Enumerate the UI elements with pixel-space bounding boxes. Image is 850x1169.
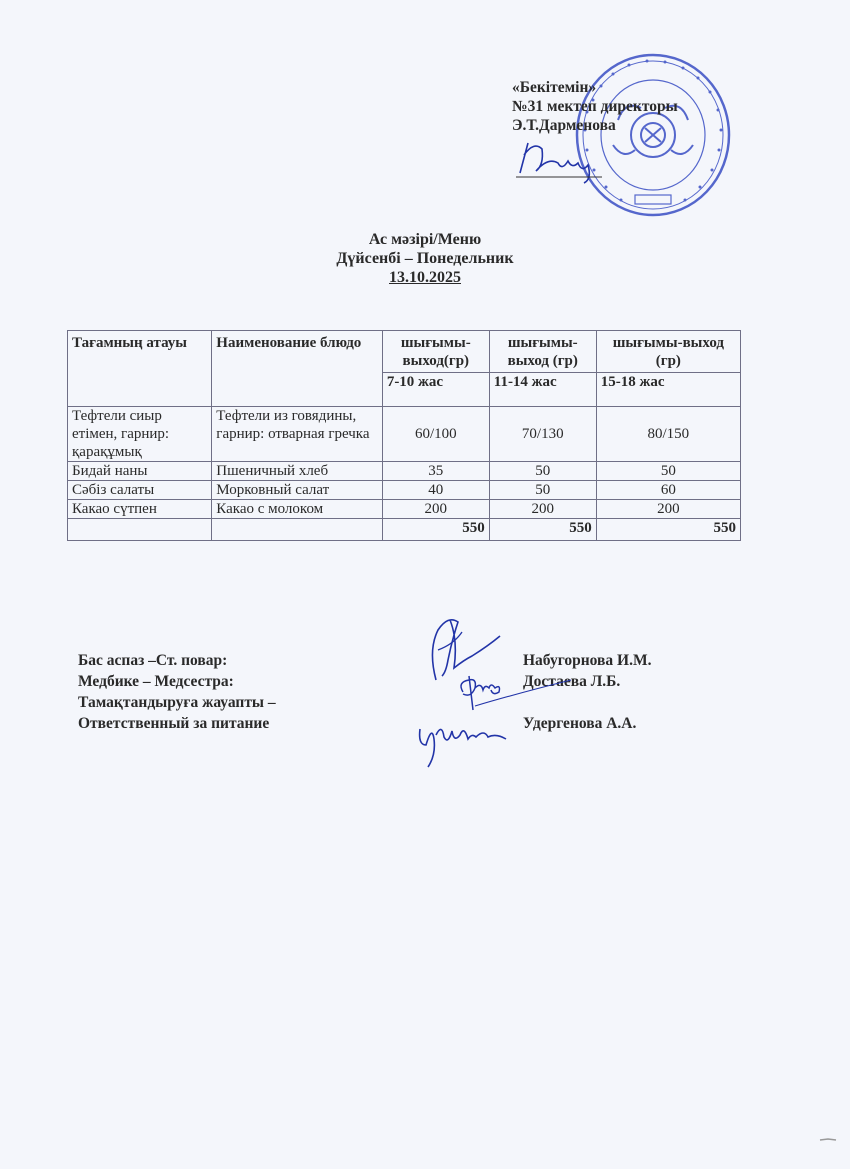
role-chef: Бас аспаз –Ст. повар: [78,652,228,669]
yield-value-3: 80/150 [596,407,740,462]
total-value-3: 550 [596,519,740,541]
dish-ru: Пшеничный хлеб [212,462,383,481]
approval-block [512,78,678,135]
yield-value-3: 50 [596,462,740,481]
table-row [68,500,741,519]
total-value-1: 550 [382,519,489,541]
total-empty-kz [68,519,212,541]
approval-title: «Бекітемін» [512,79,597,96]
role-responsible-ru: Ответственный за питание [78,715,270,732]
dish-ru: Тефтели из говядины, гарнир: отварная гречка [212,407,383,462]
name-responsible: Удергенова А.А. [523,715,637,732]
age-group-1: 7-10 жас [382,373,489,407]
name-chef: Набугорнова И.М. [523,652,652,669]
nurse-signature-icon [455,672,575,712]
total-empty-ru [212,519,383,541]
header-yield-2: шығымы-выход (гр) [489,331,596,373]
role-nurse: Медбике – Медсестра: [78,673,234,690]
yield-value-2: 50 [489,481,596,500]
age-group-3: 15-18 жас [596,373,740,407]
responsible-signature-icon [414,715,514,775]
yield-value-3: 200 [596,500,740,519]
dish-ru: Морковный салат [212,481,383,500]
role-responsible-kz: Тамақтандыруға жауапты – [78,694,276,711]
dish-kz: Какао сүтпен [68,500,212,519]
dish-kz: Тефтели сиыр етімен, гарнир: қарақұмық [68,407,212,462]
yield-value-2: 200 [489,500,596,519]
table-row [68,462,741,481]
name-nurse: Достаева Л.Б. [523,673,621,690]
yield-value-2: 50 [489,462,596,481]
approval-director-name: Э.Т.Дарменова [512,117,616,134]
table-header-row [68,331,741,373]
yield-value-1: 35 [382,462,489,481]
table-row [68,407,741,462]
director-signature-icon [514,135,604,185]
scan-speck-icon [818,1135,838,1145]
dish-ru: Какао с молоком [212,500,383,519]
menu-table [67,330,741,541]
header-yield-1: шығымы-выход(гр) [382,331,489,373]
menu-date: 13.10.2025 [389,269,461,286]
table-total-row [68,519,741,541]
yield-value-1: 60/100 [382,407,489,462]
yield-value-3: 60 [596,481,740,500]
staff-roles [78,650,276,734]
yield-value-1: 40 [382,481,489,500]
menu-title: Ас мәзірі/Меню [368,231,482,248]
document-titles [0,230,850,287]
header-dish-kz: Тағамның атауы [68,331,212,407]
table-row [68,481,741,500]
day-title: Дүйсенбі – Понедельник [336,250,514,267]
dish-kz: Бидай наны [68,462,212,481]
header-yield-3: шығымы-выход (гр) [596,331,740,373]
total-value-2: 550 [489,519,596,541]
yield-value-2: 70/130 [489,407,596,462]
yield-value-1: 200 [382,500,489,519]
header-dish-ru: Наименование блюдо [212,331,383,407]
dish-kz: Сәбіз салаты [68,481,212,500]
age-group-2: 11-14 жас [489,373,596,407]
approval-position: №31 мектеп директоры [512,98,678,115]
